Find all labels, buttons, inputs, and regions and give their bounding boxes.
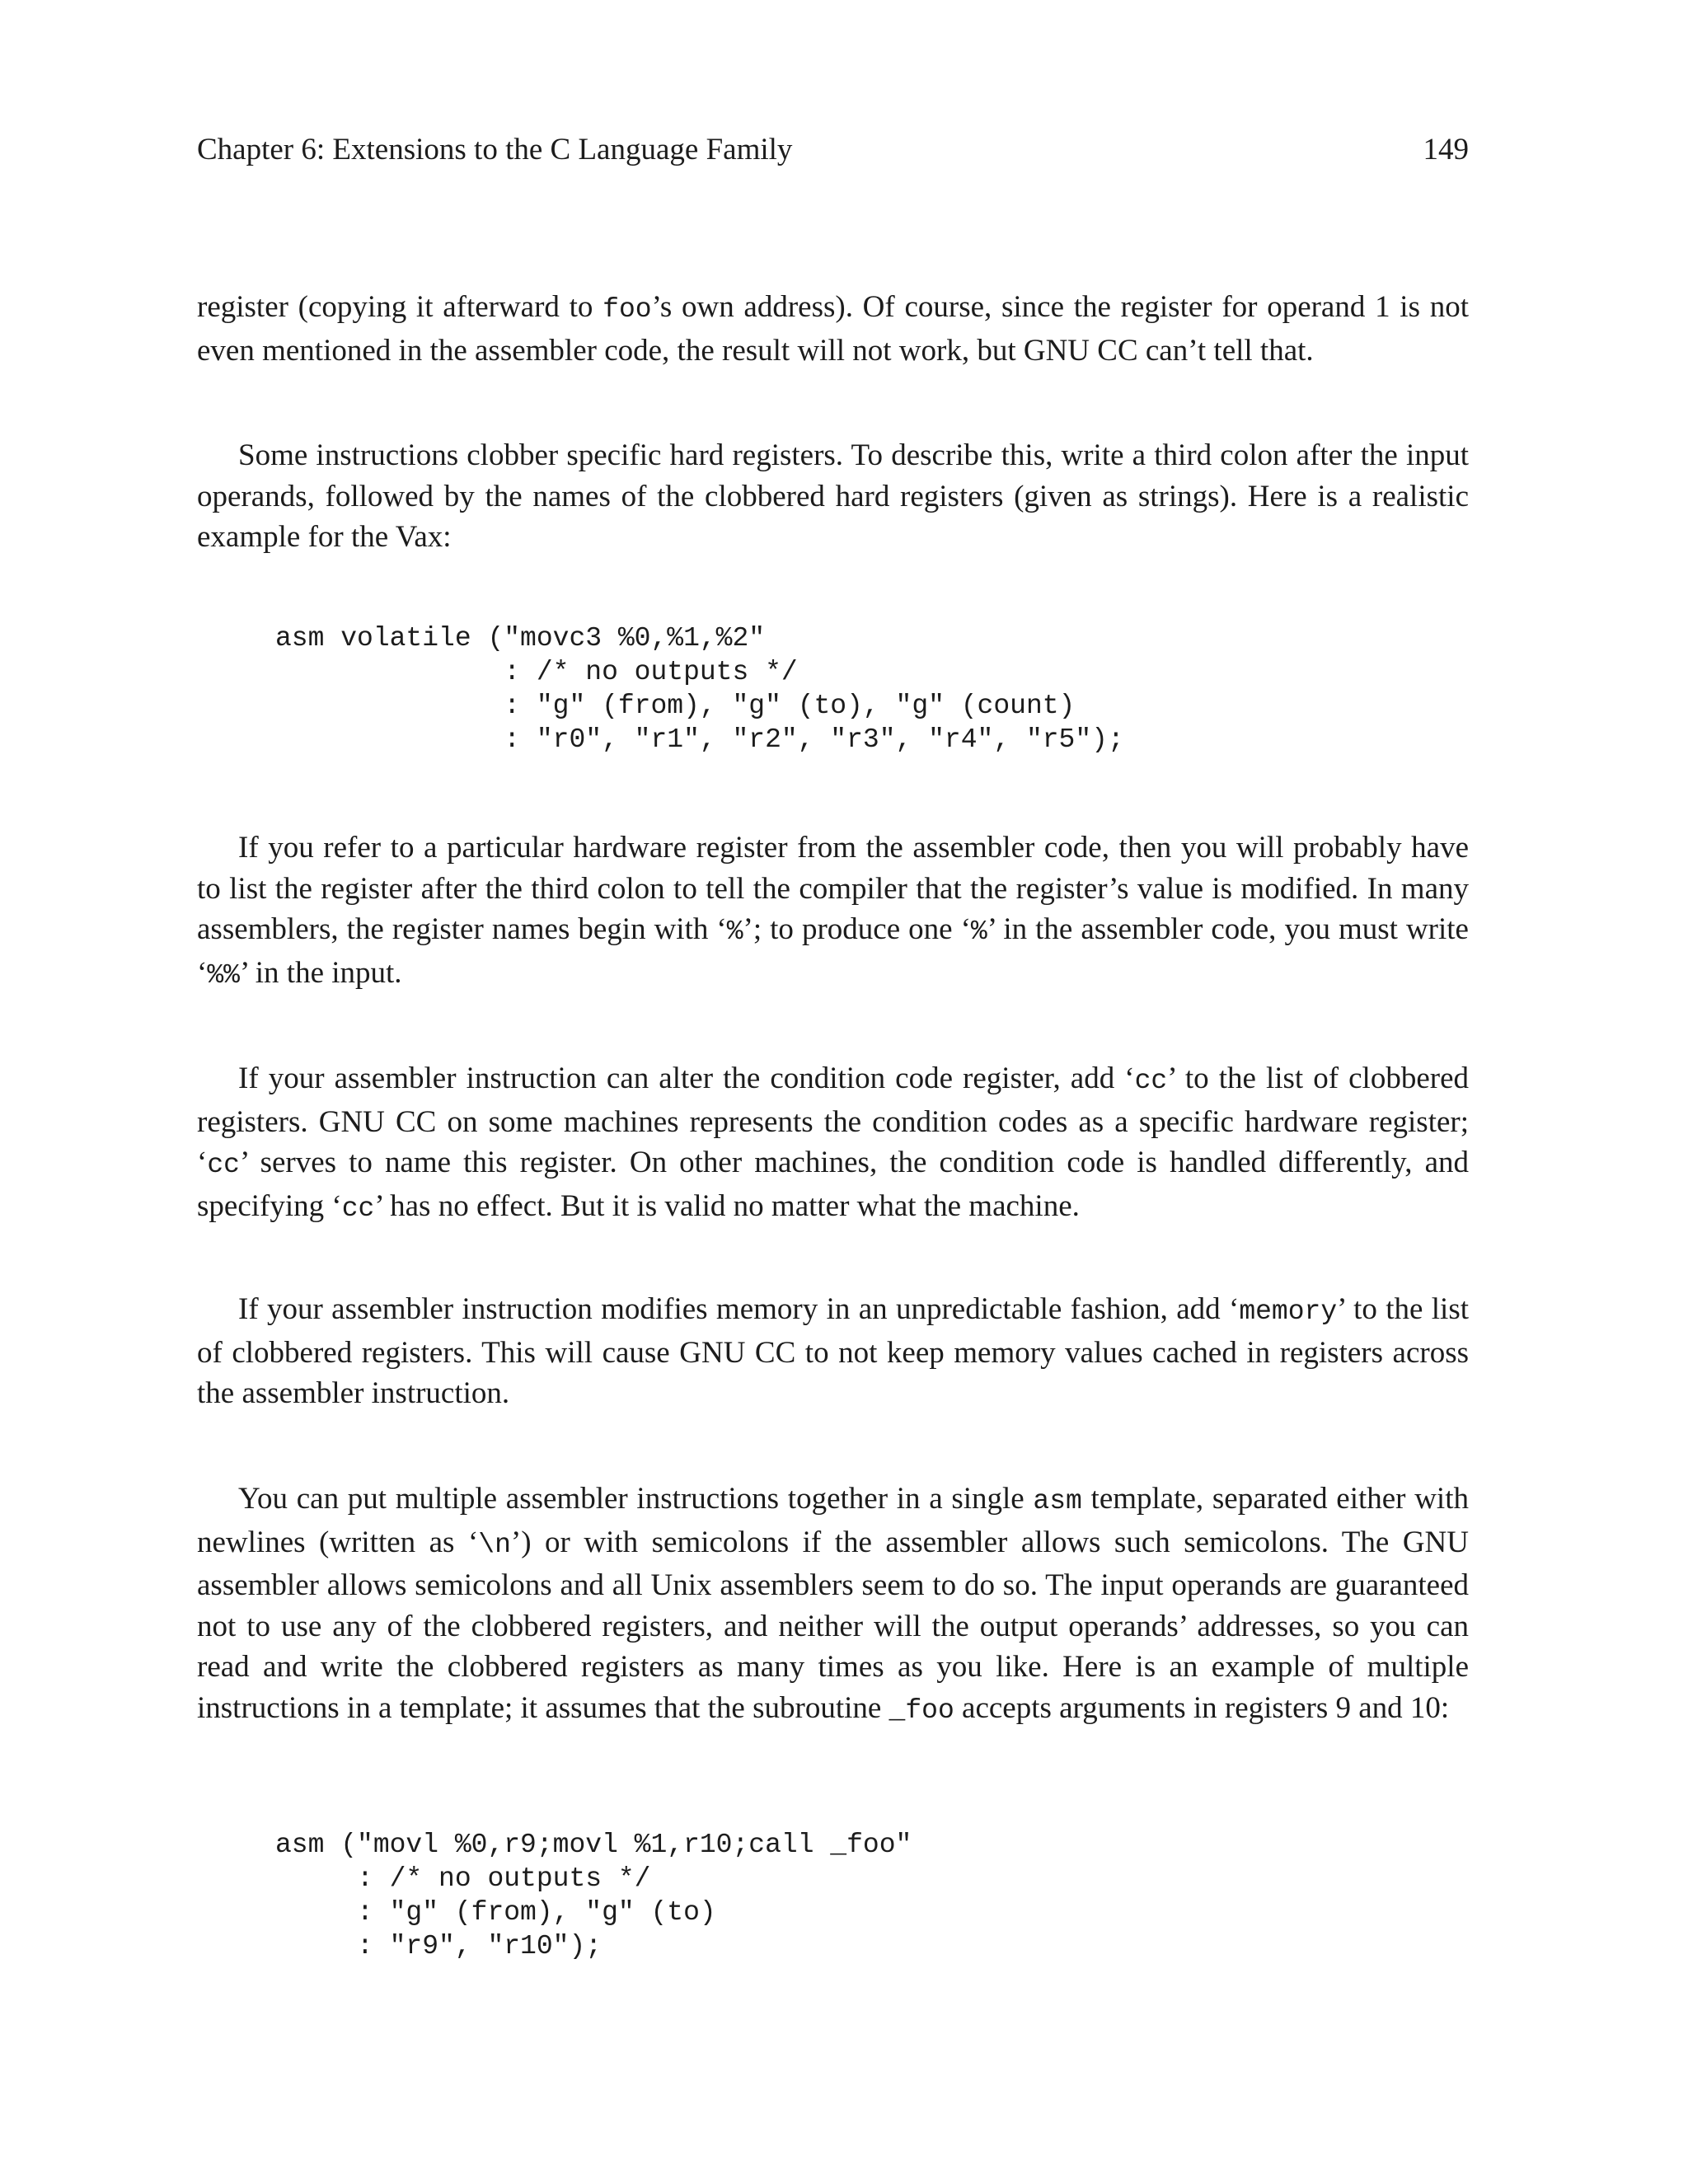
inline-code: _foo	[889, 1694, 954, 1726]
text-run: If your assembler instruction modifies memory in an unpredictable fashion, add ‘	[238, 1292, 1240, 1326]
text-run: template, separated either with newlines (written as ‘	[197, 1482, 1469, 1559]
text-run: If your assembler instruction can alter the condition code register, add ‘	[238, 1062, 1135, 1095]
text-run: ’) or with semicolons if the assembler allows such semicolons. The GNU assembler allows semicolons and all Unix assemblers seem to do so. The input operands are guaranteed not to use any of the clobbered registers, and neither will the output operands’ addresses, so you can read and write the clobbered registers as many times as you like. Here is an example of multiple instructions in a template; it assumes that the subroutine	[197, 1525, 1469, 1725]
paragraph	[197, 287, 1469, 371]
running-header	[197, 128, 1469, 172]
text-run: Some instructions clobber specific hard registers. To describe this, write a third colon after the input operands, followed by the names of the clobbered hard registers (given as strings). Here is a realistic example for the Vax:	[197, 438, 1469, 554]
inline-code: %%	[207, 959, 240, 991]
paragraph	[197, 1479, 1469, 1731]
text-run: You can put multiple assembler instructions together in a single	[238, 1482, 1034, 1516]
text-run: ’ has no effect. But it is valid no matter what the machine.	[374, 1188, 1080, 1223]
chapter-title: Chapter 6: Extensions to the C Language Family	[197, 133, 793, 166]
paragraph	[197, 435, 1469, 558]
paragraph	[197, 1058, 1469, 1229]
inline-code: %	[726, 916, 743, 947]
paragraph	[197, 1289, 1469, 1414]
inline-code: cc	[1134, 1066, 1168, 1096]
text-run: ’s own address). Of course, since the register for operand 1 is not even mentioned in the assembler code, the result will not work, but GNU CC can’t tell that.	[197, 290, 1469, 368]
paragraph-clobber-intro	[197, 435, 1469, 558]
text-run: ’ to the list of clobbered registers. GNU CC on some machines represents the condition codes as a specific hardware register; ‘	[197, 1062, 1469, 1179]
paragraph-memory	[197, 1289, 1469, 1414]
text-run: ’ in the input.	[239, 955, 402, 990]
inline-code: \n	[478, 1529, 511, 1560]
paragraph-condition-code	[197, 1058, 1469, 1229]
code-block-multiple-instructions: asm ("movl %0,r9;movl %1,r10;call _foo" : /* no outputs */ : "g" (from), "g" (to) : "r9", "r10");	[275, 1830, 912, 1961]
paragraph-hardware-register	[197, 827, 1469, 996]
text-run: ’; to produce one ‘	[743, 912, 971, 946]
text-run: ’ in the assembler code, you must write ‘	[197, 912, 1469, 990]
text-run: ’ to the list of clobbered registers. This will cause GNU CC to not keep memory values cached in registers across the assembler instruction.	[197, 1292, 1469, 1410]
inline-code: %	[970, 916, 987, 947]
code-block-vax: asm volatile ("movc3 %0,%1,%2" : /* no outputs */ : "g" (from), "g" (to), "g" (count) : "r0", "r1", "r2", "r3", "r4", "r5");	[275, 623, 1124, 755]
inline-code: foo	[603, 294, 652, 325]
text-run: ’ serves to name this register. On other machines, the condition code is handled differently, and specifying ‘	[197, 1146, 1469, 1223]
inline-code: cc	[341, 1193, 375, 1224]
inline-code: cc	[207, 1150, 240, 1180]
inline-code: asm	[1033, 1486, 1082, 1516]
text-run: register (copying it afterward to	[197, 290, 603, 324]
text-run: If you refer to a particular hardware register from the assembler code, then you will probably have to list the register after the third colon to tell the compiler that the register’s value is modified. In many assemblers, the register names begin with ‘	[197, 831, 1469, 946]
paragraph-continuation	[197, 287, 1469, 371]
paragraph-multiple-instructions	[197, 1479, 1469, 1731]
inline-code: memory	[1239, 1296, 1338, 1327]
page-number: 149	[1423, 133, 1469, 166]
paragraph	[197, 827, 1469, 996]
text-run: accepts arguments in registers 9 and 10:	[954, 1690, 1450, 1725]
